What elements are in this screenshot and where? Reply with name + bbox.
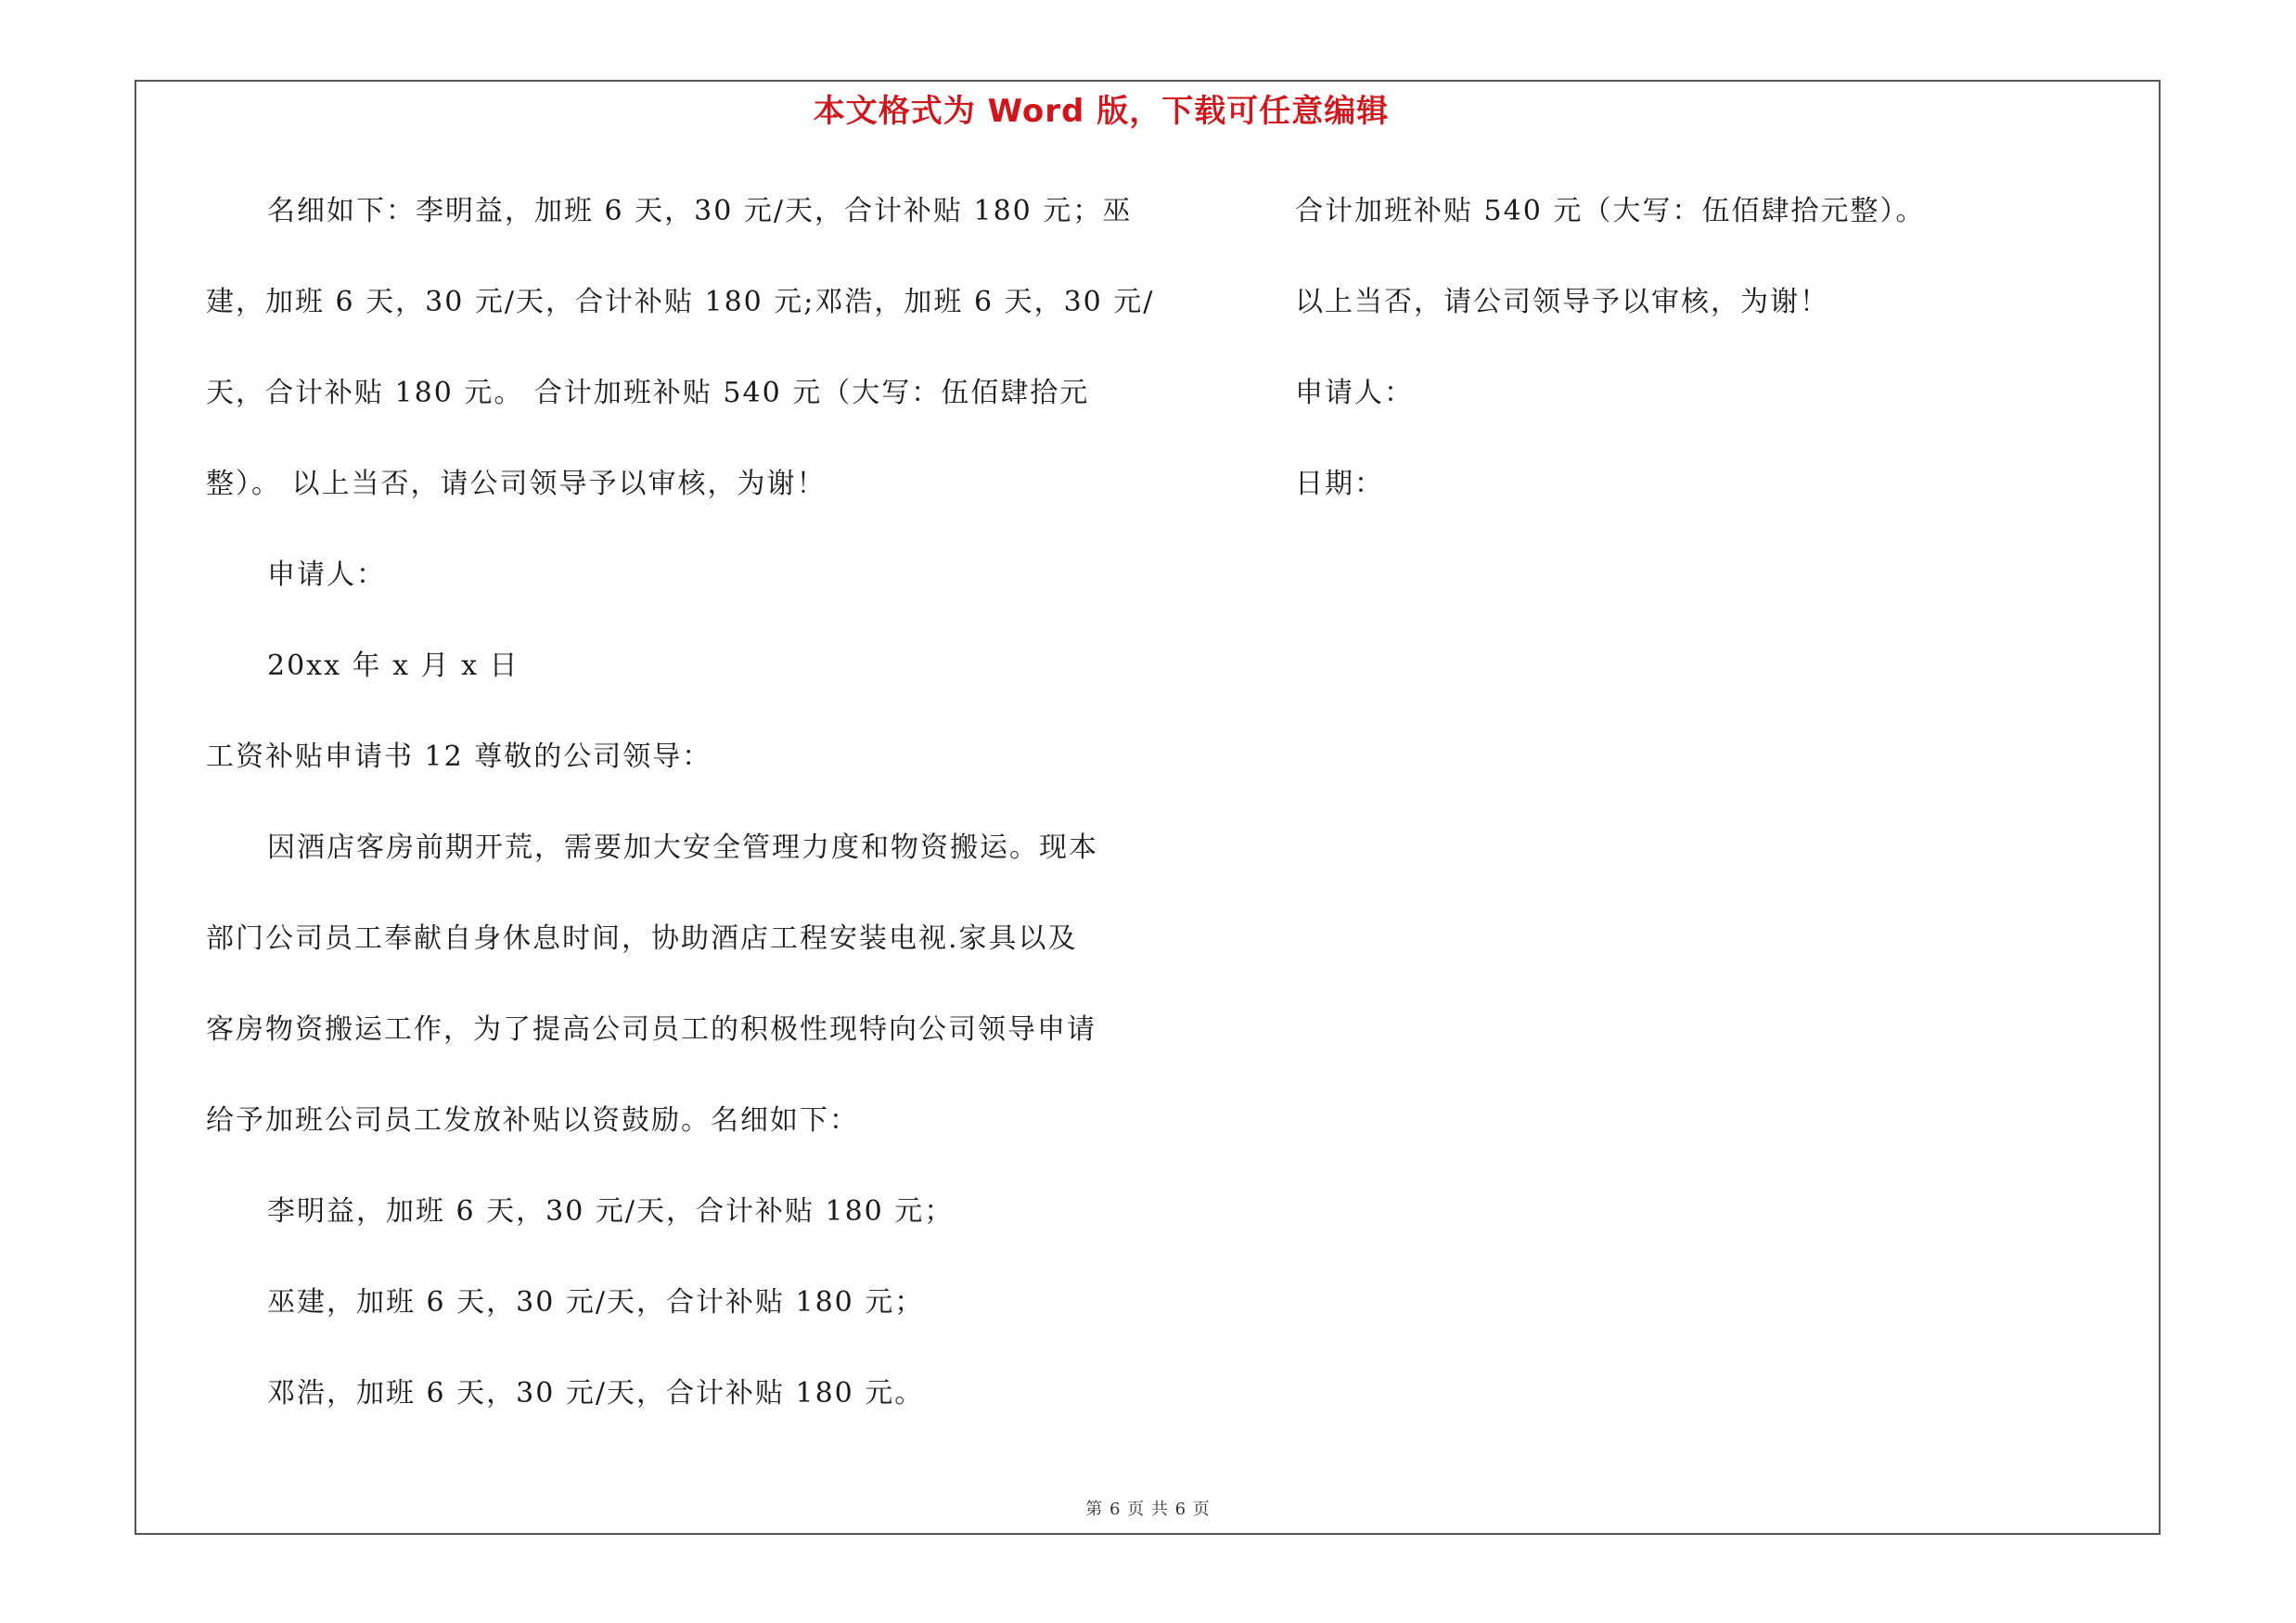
applicant-label: 申请人： — [1295, 377, 1414, 409]
paragraph-line: 名细如下：李明益，加班 6 天，30 元/天，合计补贴 180 元；巫 — [267, 195, 1133, 227]
paragraph-line: 合计加班补贴 540 元（大写：伍佰肆拾元整）。 — [1295, 195, 1926, 227]
date-line: 20xx 年 x 月 x 日 — [267, 650, 519, 682]
paragraph-line: 天，合计补贴 180 元。 合计加班补贴 540 元（大写：伍佰肆拾元 — [206, 377, 1090, 409]
paragraph-line: 整）。 以上当否，请公司领导予以审核，为谢！ — [206, 468, 827, 500]
page-number-footer: 第 6 页 共 6 页 — [1085, 1500, 1211, 1519]
date-label: 日期： — [1295, 468, 1384, 500]
list-item: 邓浩，加班 6 天，30 元/天，合计补贴 180 元。 — [267, 1377, 925, 1410]
paragraph-line: 以上当否，请公司领导予以审核，为谢！ — [1295, 286, 1829, 318]
list-item: 巫建，加班 6 天，30 元/天，合计补贴 180 元； — [267, 1286, 925, 1319]
paragraph-line: 因酒店客房前期开荒，需要加大安全管理力度和物资搬运。现本 — [267, 831, 1098, 864]
paragraph-line: 给予加班公司员工发放补贴以资鼓励。名细如下： — [206, 1104, 859, 1137]
applicant-label: 申请人： — [267, 559, 386, 591]
word-format-banner: 本文格式为 Word 版，下载可任意编辑 — [813, 93, 1390, 130]
paragraph-line: 部门公司员工奉献自身休息时间，协助酒店工程安装电视.家具以及 — [206, 922, 1078, 955]
list-item: 李明益，加班 6 天，30 元/天，合计补贴 180 元； — [267, 1195, 955, 1228]
paragraph-line: 客房物资搬运工作，为了提高公司员工的积极性现特向公司领导申请 — [206, 1013, 1097, 1046]
document-title-line: 工资补贴申请书 12 尊敬的公司领导： — [206, 741, 712, 773]
paragraph-line: 建，加班 6 天，30 元/天，合计补贴 180 元;邓浩，加班 6 天，30 元/ — [206, 286, 1155, 318]
